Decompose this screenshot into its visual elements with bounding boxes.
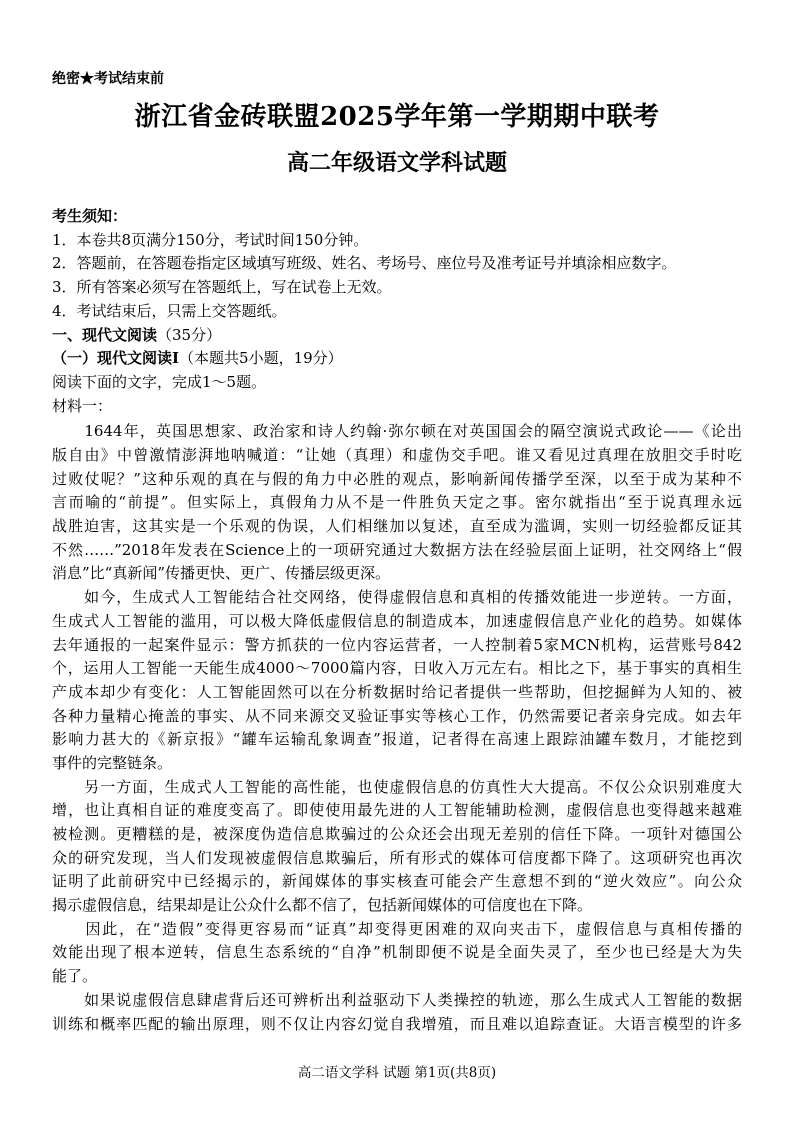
paragraph-line: 另一方面，生成式人工智能的高性能，也使虚假信息的仿真性大大提高。不仅公众识别难度大 (52, 777, 742, 796)
paragraph (52, 918, 742, 989)
paragraph (52, 420, 742, 586)
paragraph-line: 1644年，英国思想家、政治家和诗人约翰·弥尔顿在对英国国会的隔空演说式政论——《论出 (52, 422, 742, 441)
paragraph-line: 言而喻的“前提”。但实际上，真假角力从不是一件胜负天定之事。密尔就指出“至于说真理永远 (52, 493, 742, 512)
paragraph-line: 消息”比“真新闻”传播更快、更广、传播层级更深。 (52, 564, 391, 583)
notice-item: 4．考试结束后，只需上交答题纸。 (52, 301, 287, 320)
notice-item: 3．所有答案必须写在答题纸上，写在试卷上无效。 (52, 278, 392, 297)
paragraph-line: 揭示虚假信息，结果却是让公众什么都不信了，包括新闻媒体的可信度也在下降。 (52, 896, 593, 915)
paragraph-line: 能了。 (52, 967, 98, 986)
paragraph-line: 各种力量精心掩盖的事实、从不同来源交叉验证事实等核心工作，仍然需要记者亲身完成。如去年 (52, 706, 742, 725)
paragraph-line: 个，运用人工智能一天能生成4000～7000篇内容，日收入万元左右。相比之下，基于事实的真相生 (52, 659, 742, 678)
paragraph (52, 776, 742, 918)
section-heading (52, 324, 742, 348)
paragraph-line: 产成本却少有变化：人工智能固然可以在分析数据时给记者提供一些帮助，但挖掘鲜为人知的、被 (52, 682, 742, 701)
paragraph-line: 去年通报的一起案件显示：警方抓获的一位内容运营者，一人控制着5家MCN机构，运营账号842 (52, 635, 742, 654)
section-title: 一、现代文阅读 (52, 325, 158, 344)
paragraph-line: 如今，生成式人工智能结合社交网络，使得虚假信息和真相的传播效能进一步逆转。一方面， (52, 588, 742, 607)
confidential-label: 绝密★考试结束前 (52, 71, 164, 87)
paragraph-line: 证明了此前研究中已经揭示的，新闻媒体的事实核查可能会产生意想不到的“逆火效应”。向公众 (52, 872, 742, 891)
paragraph-line: 效能出现了根本逆转，信息生态系统的“自净”机制即便不说是全面失灵了，至少也已经是大为失 (52, 943, 742, 962)
passage (52, 420, 742, 1036)
notice-item: 1．本卷共8页满分150分，考试时间150分钟。 (52, 230, 369, 249)
paragraph-line: 众的研究发现，当人们发现被虚假信息欺骗后，所有形式的媒体可信度都下降了。这项研究也再次 (52, 848, 742, 867)
document-body (52, 205, 742, 1036)
material-label: 材料一： (52, 396, 113, 415)
paragraph-line: 影响力甚大的《新京报》“罐车运输乱象调查”报道，记者得在高速上跟踪油罐车数月，才能挖到 (52, 730, 742, 749)
subsection-heading (52, 347, 742, 371)
paragraph-line: 被检测。更糟糕的是，被深度伪造信息欺骗过的公众还会出现无差别的信任下降。一项针对德国公 (52, 825, 742, 844)
paragraph-line: 事件的完整链条。 (52, 753, 173, 772)
paragraph (52, 586, 742, 776)
subsection-title: （一）现代文阅读Ⅰ (52, 349, 180, 368)
paragraph-line: 因此，在“造假”变得更容易而“证真”却变得更困难的双向夹击下，虚假信息与真相传播的 (52, 919, 742, 938)
paragraph-line: 版自由》中曾激情澎湃地呐喊道：“让她（真理）和虚伪交手吧。谁又看见过真理在放胆交手时吃 (52, 446, 742, 465)
paragraph-line: 增，也让真相自证的难度变高了。即使使用最先进的人工智能辅助检测，虚假信息也变得越来越难 (52, 801, 742, 820)
paragraph-line: 训练和概率匹配的输出原理，则不仅让内容幻觉自我增殖，而且难以追踪查证。大语言模型的许多 (52, 1014, 742, 1033)
exam-title: 浙江省金砖联盟2025学年第一学期期中联考 (134, 102, 660, 132)
section-score: （35分） (157, 325, 222, 344)
notice-heading: 考生须知： (52, 207, 128, 225)
notice-item: 2．答题前，在答题卷指定区域填写班级、姓名、考场号、座位号及准考证号并填涂相应数字。 (52, 254, 677, 273)
paragraph (52, 989, 742, 1036)
reading-instruction: 阅读下面的文字，完成1～5题。 (52, 372, 267, 391)
paragraph-line: 不然……”2018年发表在Science上的一项研究通过大数据方法在经验层面上证明，社交网络上“假 (52, 540, 742, 559)
subsection-note: （本题共5小题，19分） (179, 349, 343, 368)
exam-subtitle: 高二年级语文学科试题 (286, 150, 507, 176)
paragraph-line: 过败仗呢？”这种乐观的真在与假的角力中必胜的观点，影响新闻传播学至深，以至于成为某种不 (52, 469, 742, 488)
paragraph-line: 战胜迫害，这其实是一个乐观的伪误，人们相继加以复述，直至成为滥调，实则一切经验都反证其 (52, 517, 742, 536)
page-footer: 高二语文学科 试题 第1页(共8页) (297, 1065, 497, 1081)
paragraph-line: 如果说虚假信息肆虐背后还可辨析出利益驱动下人类操控的轨迹，那么生成式人工智能的数据 (52, 990, 742, 1009)
paragraph-line: 生成式人工智能的滥用，可以极大降低虚假信息的制造成本，加速虚假信息产业化的趋势。如媒体 (52, 611, 742, 630)
